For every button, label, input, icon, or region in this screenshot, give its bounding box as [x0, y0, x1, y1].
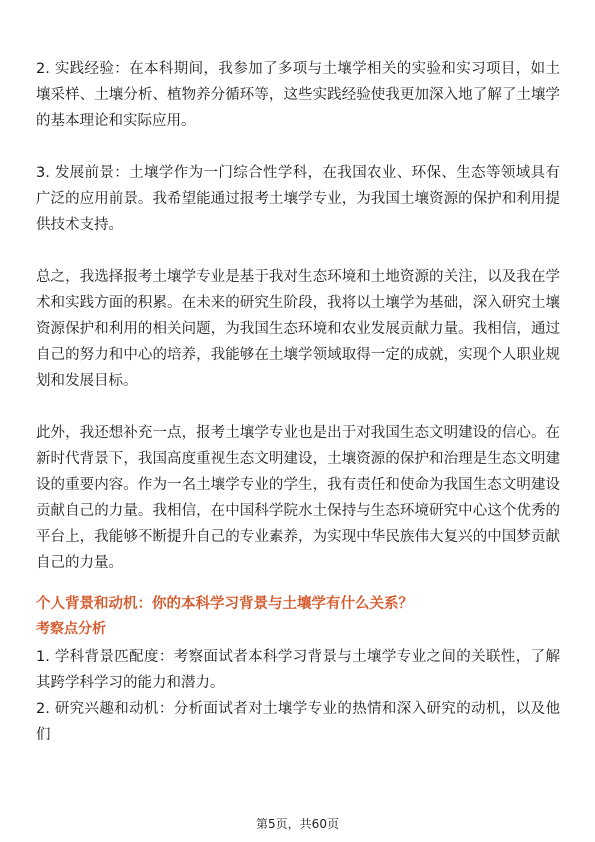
paragraph-supplement: 此外，我还想补充一点，报考土壤学专业也是出于对我国生态文明建设的信心。在新时代背景下，我国高度重视生态文明建设，土壤资源的保护和治理是生态文明建设的重要内容。作为一名土壤学专业的学生，我有责任和使命为我国生态文明建设贡献自己的力量。我相信，在中国科学院水土保持与生态环境研究中心这个优秀的平台上，我能够不断提升自己的专业素养，为实现中华民族伟大复兴的中国梦贡献自己的力量。 [36, 425, 560, 571]
paragraph-practice-experience: 2. 实践经验：在本科期间，我参加了多项与土壤学相关的实验和实习项目，如土壤采样、土壤分析、植物养分循环等，这些实践经验使我更加深入地了解了土壤学的基本理论和实际应用。 [36, 61, 560, 129]
paragraph-summary: 总之，我选择报考土壤学专业是基于我对生态环境和土地资源的关注，以及我在学术和实践方面的积累。在未来的研究生阶段，我将以土壤学为基础，深入研究土壤资源保护和利用的相关问题，为我国生态环境和农业发展贡献力量。我相信，通过自己的努力和中心的培养，我能够在土壤学领域取得一定的成就，实现个人职业规划和发展目标。 [36, 269, 560, 389]
analysis-label: 考察点分析 [36, 621, 106, 637]
analysis-item-background: 1. 学科背景匹配度：考察面试者本科学习背景与土壤学专业之间的关联性，了解其跨学科学习的能力和潜力。 [36, 649, 560, 691]
document-page [36, 56, 560, 748]
analysis-item-motivation: 2. 研究兴趣和动机：分析面试者对土壤学专业的热情和深入研究的动机，以及他们 [36, 701, 560, 743]
page-number: 第5页，共60页 [256, 817, 339, 831]
paragraph-prospects: 3. 发展前景：土壤学作为一门综合性学科，在我国农业、环保、生态等领域具有广泛的应用前景。我希望能通过报考土壤学专业，为我国土壤资源的保护和利用提供技术支持。 [36, 165, 560, 233]
question-heading: 个人背景和动机：你的本科学习背景与土壤学有什么关系？ [36, 596, 413, 612]
